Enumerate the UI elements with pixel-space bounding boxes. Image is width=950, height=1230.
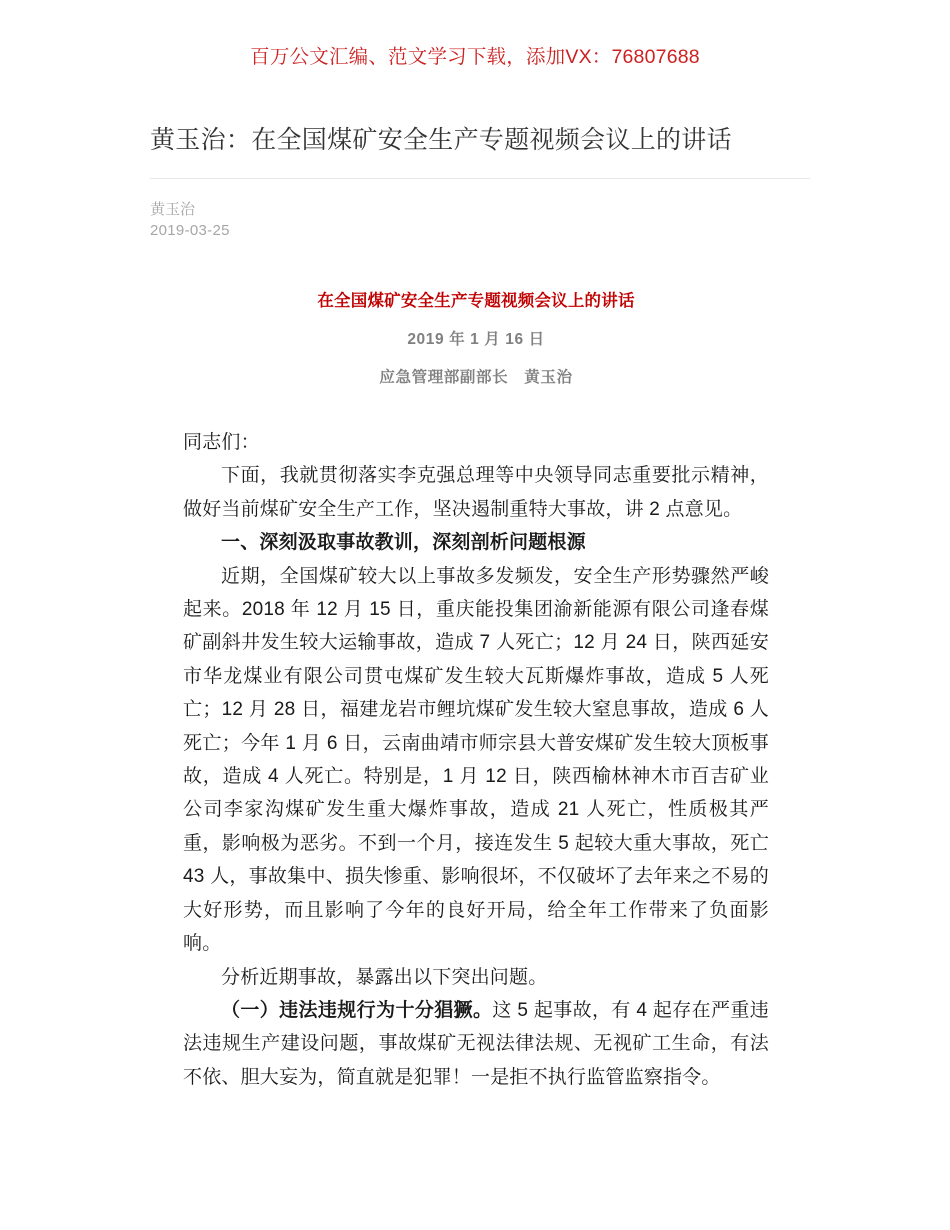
article-date: 2019-03-25 bbox=[150, 222, 230, 239]
paragraph: 近期，全国煤矿较大以上事故多发频发，安全生产形势骤然严峻起来。2018 年 12 月 15 日，重庆能投集团渝新能源有限公司逢春煤矿副斜井发生较大运输事故，造成 7 人死亡；12 月 24 日，陕西延安市华龙煤业有限公司贯屯煤矿发生较大瓦斯爆炸事故，造成 5 人死亡；12 月 28 日，福建龙岩市鲤坑煤矿发生较大窒息事故，造成 6 人死亡；今年 1 月 6 日，云南曲靖市师宗县大普安煤矿发生较大顶板事故，造成 4 人死亡。特别是，1 月 12 日，陕西榆林神木市百吉矿业公司李家沟煤矿发生重大爆炸事故，造成 21 人死亡，性质极其严重，影响极为恶劣。不到一个月，接连发生 5 起较大重大事故，死亡 43 人，事故集中、损失惨重、影响很坏，不仅破坏了去年来之不易的大好形势，而且影响了今年的良好开局，给全年工作带来了负面影响。 bbox=[183, 565, 769, 955]
page-title: 黄玉治：在全国煤矿安全生产专题视频会议上的讲话 bbox=[150, 126, 732, 154]
section-heading: 一、深刻汲取事故教训，深刻剖析问题根源 bbox=[221, 532, 586, 554]
title-divider bbox=[150, 178, 810, 179]
article-header bbox=[150, 120, 810, 241]
document-body bbox=[183, 288, 769, 1094]
paragraph bbox=[183, 994, 769, 1094]
speech-heading: 在全国煤矿安全生产专题视频会议上的讲话 bbox=[317, 292, 635, 310]
paragraph: 下面，我就贯彻落实李克强总理等中央领导同志重要批示精神，做好当前煤矿安全生产工作，坚决遏制重特大事故，讲 2 点意见。 bbox=[183, 465, 769, 520]
article-author: 黄玉治 bbox=[150, 201, 196, 218]
promo-banner-text: 百万公文汇编、范文学习下载，添加VX：76807688 bbox=[250, 46, 700, 68]
paragraph-bold-lead: （一）违法违规行为十分猖獗。 bbox=[221, 999, 493, 1021]
speech-byline: 应急管理部副部长 黄玉治 bbox=[379, 369, 573, 386]
paragraph-list bbox=[183, 426, 769, 1094]
speech-date: 2019 年 1 月 16 日 bbox=[407, 331, 545, 348]
paragraph-text: 这 5 起事故，有 4 起存在严重违法违规生产建设问题，事故煤矿无视法律法规、无视矿工生命，有法不依、胆大妄为，简直就是犯罪！一是拒不执行监管监察指令。 bbox=[183, 999, 769, 1088]
paragraph: 同志们： bbox=[183, 432, 260, 453]
article-meta bbox=[150, 199, 810, 241]
paragraph: 分析近期事故，暴露出以下突出问题。 bbox=[221, 966, 548, 988]
